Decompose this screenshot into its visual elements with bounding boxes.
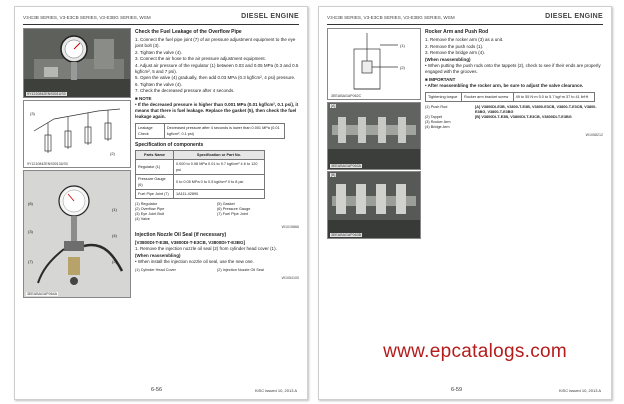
header-rule	[23, 24, 299, 25]
important-label: ■ IMPORTANT	[425, 76, 456, 82]
spec-header: Specification or Part No.	[173, 151, 264, 160]
rocker-arm-a-illustration	[328, 103, 420, 169]
legend-item: (3) Rocker Arm	[425, 119, 451, 124]
legend-item	[475, 125, 603, 130]
reassembling-text: • When putting the push rods onto the tappets (2), check to see if their ends are properly engaged with the grooves.	[425, 62, 601, 74]
legend-item: (4) Bridge Arm	[425, 124, 450, 129]
header-title: DIESEL ENGINE	[241, 13, 299, 20]
svg-text:(2): (2)	[400, 65, 405, 70]
air-pressure-equipment-photo	[23, 170, 131, 298]
svg-text:(6): (6)	[28, 201, 33, 206]
watermark-text: www.epcatalogs.com	[383, 341, 567, 362]
photo-caption: 9Y1210842ENS001US0	[27, 92, 66, 96]
push-rod-diagram	[327, 28, 421, 100]
svg-text:(7): (7)	[28, 259, 33, 264]
engine-gauge-illustration	[24, 29, 130, 97]
push-rod-illustration	[328, 29, 420, 99]
legend-item: (7) Fuel Pipe Joint	[217, 212, 248, 216]
procedure-step: 1. Remove the injection nozzle oil seal (2) from cylinder head cover (1).	[135, 246, 277, 251]
procedure-step: 4. Adjust air pressure of the regulator (1) between 0.03 and 0.05 MPa (0.3 and 0.5 kgf/cm², 5 and 7 psi).	[135, 62, 299, 74]
air-pressure-equipment-illustration	[24, 171, 130, 297]
figure-label-a: [A]	[331, 104, 336, 108]
header-series: V3-E3B SERIES, V3-E3CB SERIES, V3-E3BG SERIES, WSM	[23, 15, 151, 20]
model-list: [V3800DI-T-E3B, V3800DI-T-E3CB, V3800DI-T-E3BG]	[135, 240, 246, 245]
legend-item: (4) Valve	[135, 217, 150, 221]
table-row	[136, 175, 265, 190]
svg-text:(1): (1)	[112, 207, 117, 212]
svg-text:(3): (3)	[28, 229, 33, 234]
page-header	[327, 13, 603, 23]
parts-legend	[135, 268, 299, 273]
procedure-step: 5. Open the valve (4) gradually, then add 0.03 MPa (0.3 kgf/cm², 4 psi) pressure.	[135, 75, 296, 80]
spec-table	[135, 150, 265, 199]
legend-item: [B] V3800DI-T-E3B, V3800DI-T-E3CB, V3800DI-T-E3BG	[475, 114, 572, 119]
overflow-pipe-diagram	[23, 100, 131, 168]
table-row	[136, 160, 265, 175]
reference-code: W1015866	[281, 225, 299, 229]
svg-text:(4): (4)	[112, 233, 117, 238]
svg-text:(2): (2)	[112, 259, 117, 264]
procedure-step: 3. Connect the air hose to the air pressure adjustment equipment.	[135, 56, 266, 61]
leakage-label: Leakage Check	[136, 124, 165, 139]
header-rule	[327, 24, 603, 25]
legend-item: (1) Cylinder Head Cover	[135, 267, 176, 272]
issue-note: KiSC issued 10, 2013 A	[558, 388, 601, 393]
issue-note: KiSC issued 10, 2013 A	[254, 388, 297, 393]
procedure-step: 3. Remove the bridge arm (4).	[425, 50, 486, 55]
photo-caption: 9Y1210842ENS0013US0	[27, 162, 68, 166]
section-heading: Injection Nozzle Oil Seal (if necessary)	[135, 232, 227, 238]
table-row	[426, 92, 595, 101]
torque-label: Tightening torque	[426, 92, 462, 101]
reassembling-label: (When reassembling)	[425, 56, 471, 62]
photo-caption: 3EEABAGAP063B	[331, 233, 361, 237]
spec-heading: Specification of components	[135, 142, 204, 148]
left-page	[14, 6, 308, 400]
legend-item: (5) Gasket	[217, 202, 235, 206]
legend-item: (1) Regulator	[135, 202, 158, 206]
page-number: 6-56	[151, 387, 163, 393]
legend-item: (1) Push Rod	[425, 104, 448, 109]
parts-legend	[135, 202, 299, 222]
legend-item: (2) Tappet	[425, 114, 443, 119]
reference-code: W1058212	[585, 132, 603, 137]
spec-header: Parts Name	[136, 151, 174, 160]
leakage-value: Decreased pressure after 4 seconds is lower than 0.001 MPa (0.01 kgf/cm², 0.1 psi)	[164, 124, 284, 139]
procedure-step: 7. Check the decreased pressure after 4 seconds.	[135, 88, 235, 93]
header-title: DIESEL ENGINE	[545, 13, 603, 20]
legend-item: (6) Pressure Gauge	[217, 207, 251, 211]
photo-caption: 3EEABAGAP064A	[27, 292, 57, 296]
spec-cell: Fuel Pipe Joint (7)	[136, 190, 174, 199]
procedure-step: 2. Tighten the valve (4).	[135, 49, 183, 55]
spec-cell: 0 to 0.05 MPa 0 to 0.5 kgf/cm² 0 to 8 psi	[173, 175, 264, 190]
page-number: 6-59	[451, 387, 463, 393]
left-text-column	[135, 28, 299, 283]
torque-item: Rocker arm bracket screw	[462, 92, 514, 101]
spec-cell: 1A111-42890	[173, 190, 264, 199]
svg-text:(3): (3)	[30, 111, 35, 116]
procedure-step: 6. Tighten the valve (4).	[135, 81, 183, 87]
important-text: • After reassembling the rocker arm, be sure to adjust the valve clearance.	[425, 82, 584, 88]
note-text: • If the decreased pressure is higher than 0.001 MPa (0.01 kgf/cm², 0.1 psi), it means that there is fuel leakage. Replace the gasket (5), then check the fuel leakage again.	[135, 102, 299, 119]
overflow-pipe-illustration	[24, 101, 130, 167]
section-heading: Check the Fuel Leakage of the Overflow Pipe	[135, 29, 242, 35]
legend-item: (2) Injection Nozzle Oil Seal	[217, 267, 264, 272]
reassembling-label: (When reassembling)	[135, 252, 181, 258]
reassembling-text: • When install the injection nozzle oil seal, use the new one.	[135, 258, 254, 264]
spec-cell: Pressure Gauge (6)	[136, 175, 174, 190]
procedure-step: 2. Remove the push rods (1).	[425, 43, 484, 49]
figure-label-b: [B]	[331, 173, 336, 177]
photo-caption: 3EEABAGAP063A	[331, 164, 361, 168]
svg-text:(2): (2)	[110, 151, 115, 156]
spec-cell: Regulator (1)	[136, 160, 174, 175]
rocker-arm-photo-b	[327, 171, 421, 239]
note-label: ■ NOTE	[135, 96, 152, 101]
header-series: V3-E3B SERIES, V3-E3CB SERIES, V3-E3BG SERIES, WSM	[327, 15, 455, 20]
section-heading: Rocker Arm and Push Rod	[425, 29, 489, 35]
right-text-column	[425, 28, 603, 140]
legend-item: (2) Overflow Pipe	[135, 207, 165, 211]
photo-caption: 3EEABAGAP062C	[331, 94, 362, 98]
torque-table	[425, 92, 595, 102]
right-page	[318, 6, 612, 400]
legend-item: [A] V3800DI-E3B, V3800-T-E3B, V3800-E3CB, V3800-T-E3CB, V3800-E3BG, V3800-T-E3BG	[475, 104, 597, 114]
legend-item	[217, 217, 299, 222]
legend-item: (3) Eye Joint Bolt	[135, 212, 164, 216]
spec-cell: 0.000 to 0.98 MPa 0.01 to 9.7 kgf/cm² 4.6 to 120 psi	[173, 160, 264, 175]
procedure-step: 1. Remove the rocker arm (3) as a unit.	[425, 37, 504, 42]
svg-text:(1): (1)	[400, 43, 405, 48]
rocker-arm-b-illustration	[328, 172, 420, 238]
leakage-table	[135, 123, 285, 139]
reference-code: W1054100	[281, 275, 299, 280]
rocker-arm-photo-a	[327, 102, 421, 170]
procedure-step: 1. Connect the fuel pipe joint (7) of air pressure adjustment equipment to the eye joint bolt (3).	[135, 37, 296, 48]
engine-gauge-photo	[23, 28, 131, 98]
table-row	[136, 190, 265, 199]
page-header	[23, 13, 299, 23]
parts-legend	[425, 105, 603, 130]
torque-value: 49 to 55 N·m 5.0 to 5.7 kgf·m 37 to 41 lbf·ft	[513, 92, 594, 101]
